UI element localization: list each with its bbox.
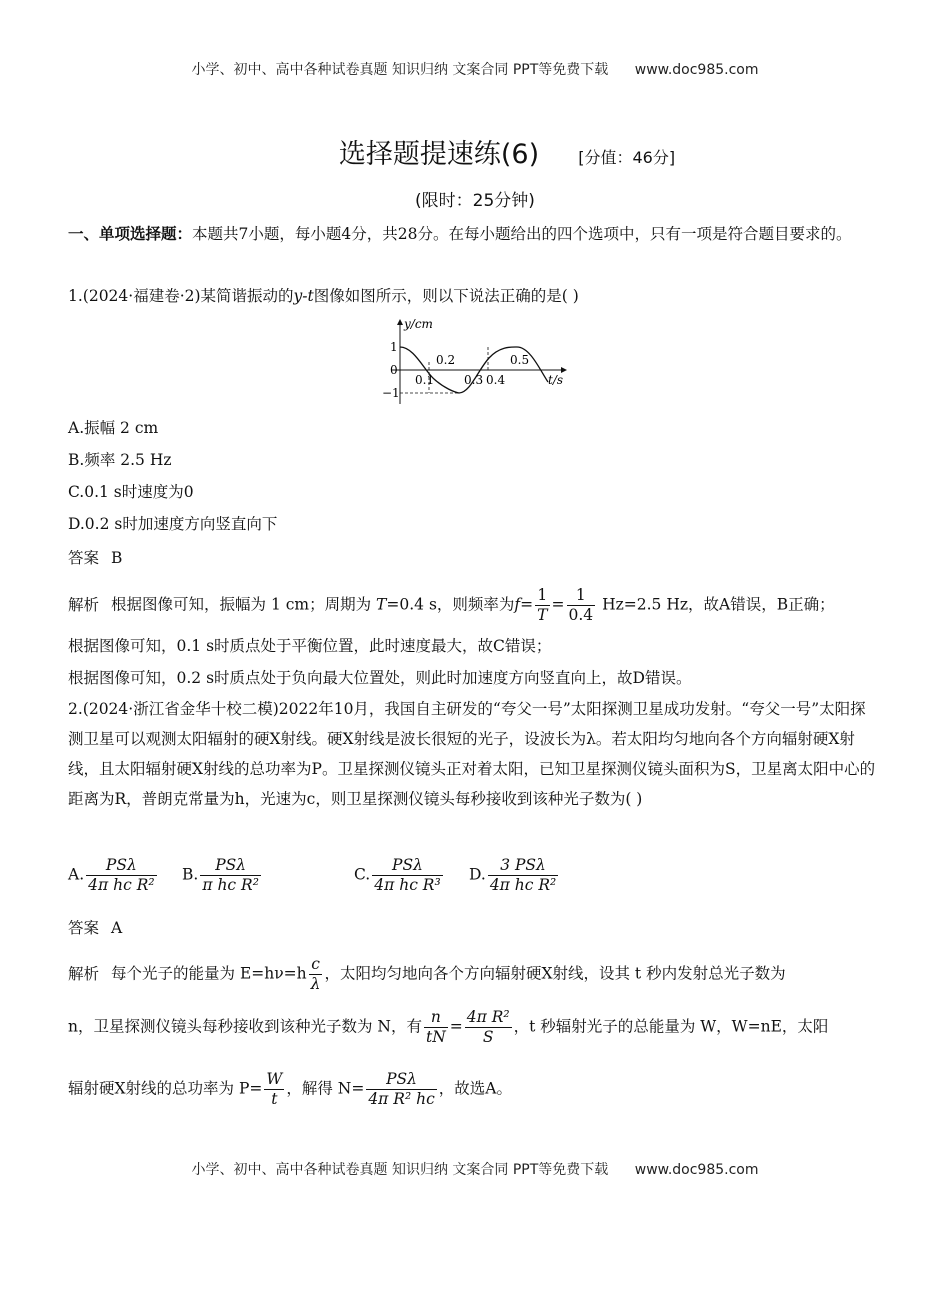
q2-an2-b: ，t 秒辐射光子的总能量为 W，W=nE，太阳	[513, 1017, 829, 1036]
q1-answer	[68, 544, 880, 573]
q1-stem-b: 图像如图所示，则以下说法正确的是( )	[313, 287, 579, 305]
q1-frac2-num: 1	[567, 586, 596, 606]
q2-opt-a-num: PSλ	[86, 856, 156, 876]
tick-t-0.4: 0.4	[486, 373, 506, 387]
q1-answer-label: 答案	[68, 549, 100, 567]
q1-option-c: C.0.1 s时速度为0	[68, 483, 194, 501]
q2-opt-c-label: C.	[354, 865, 371, 884]
y-axis-label: y/cm	[404, 317, 433, 331]
tick-t-0.1: 0.1	[415, 373, 435, 387]
q1-fraction-1-over-T	[535, 586, 549, 625]
footer-text: 小学、初中、高中各种试卷真题 知识归纳 文案合同 PPT等免费下载	[191, 1162, 609, 1178]
q2-an1-a: 每个光子的能量为 E=hν=h	[111, 964, 307, 983]
q1-stem-var: y-t	[293, 287, 314, 305]
tick-t-0.3: 0.3	[464, 373, 484, 387]
q2-answer-label: 答案	[68, 919, 100, 937]
q1-an1-T: T	[376, 595, 387, 614]
q2-option-a	[68, 856, 159, 895]
tick-y-1: 1	[390, 340, 398, 354]
tick-y-0: 0	[390, 363, 398, 377]
header-url[interactable]: www.doc985.com	[634, 62, 759, 78]
q2-an2-f2-num: 4π R²	[466, 1008, 510, 1026]
q1-stem-a: 1.(2024·福建卷·2)某简谐振动的	[68, 287, 294, 305]
q2-an1-frac-den: λ	[310, 975, 321, 993]
page-title	[0, 132, 950, 171]
q2-opt-d-den: 4π hc R²	[489, 876, 557, 894]
q1-stem	[68, 282, 880, 311]
q2-option-c	[354, 856, 445, 895]
t-axis-label: t/s	[548, 373, 564, 387]
header-text: 小学、初中、高中各种试卷真题 知识归纳 文案合同 PPT等免费下载	[191, 62, 609, 78]
q2-an2-a: n，卫星探测仪镜头每秒接收到该种光子数为 N，有	[68, 1017, 422, 1036]
q1-an1-f: f	[514, 595, 521, 614]
q2-opt-b-num: PSλ	[200, 856, 261, 876]
page-footer	[0, 1159, 950, 1179]
section-intro	[68, 220, 880, 249]
q2-opt-a-label: A.	[68, 865, 85, 884]
q1-an1-b: =0.4 s，则频率为	[386, 595, 515, 614]
time-limit: (限时：25分钟)	[415, 191, 535, 211]
q1-option-d: D.0.2 s时加速度方向竖直向下	[68, 515, 278, 533]
section-heading: 一、单项选择题：	[68, 225, 193, 243]
q2-option-b	[182, 856, 263, 895]
q1-analysis-label: 解析	[68, 595, 100, 614]
tick-t-0.5: 0.5	[510, 353, 530, 367]
q2-option-d	[469, 856, 560, 895]
q2-an3-c: ，故选A。	[438, 1079, 512, 1098]
q2-an2-f1-den: tN	[425, 1028, 446, 1046]
q2-analysis-line1	[68, 955, 880, 994]
q2-opt-c-num: PSλ	[372, 856, 442, 876]
q2-an3-f1-num: W	[266, 1070, 283, 1088]
q2-analysis-line2	[68, 1008, 880, 1047]
q2-opt-b-label: B.	[182, 865, 199, 884]
tick-y-m1: −1	[382, 386, 400, 400]
q1-analysis-line1: 解析 根据图像可知，振幅为 1 cm；周期为 T=0.4 s，则频率为f= $\frac{1}{T}$ = $\frac{1}{0.4}$ Hz=2.5 Hz，故A错误，B正确；	[68, 586, 835, 624]
q2-an1-frac-num: c	[309, 955, 323, 975]
page-header	[0, 59, 950, 79]
q1-an1-a: 根据图像可知，振幅为 1 cm；周期为	[111, 595, 377, 614]
q1-frac2-den: 0.4	[568, 606, 594, 624]
footer-url[interactable]: www.doc985.com	[634, 1162, 759, 1178]
q2-analysis-line3	[68, 1070, 880, 1109]
q2-an1-b: ，太阳均匀地向各个方向辐射硬X射线，设其 t 秒内发射总光子数为	[324, 964, 786, 983]
title-main: 选择题提速练(6)	[338, 139, 540, 170]
q1-answer-value: B	[111, 549, 123, 567]
q2-opt-b-den: π hc R²	[202, 876, 259, 894]
q1-frac-den: T	[537, 606, 548, 624]
q1-option-b: B.频率 2.5 Hz	[68, 451, 172, 469]
q2-an3-b: ，解得 N=	[286, 1079, 365, 1098]
q1-fraction-1-over-0.4	[567, 586, 596, 625]
q2-stem: 2.(2024·浙江省金华十校二模)2022年10月，我国自主研发的“夸父一号”太阳探测卫星成功发射。“夸父一号”太阳探测卫星可以观测太阳辐射的硬X射线。硬X射线是波长很短的光子，设波长为λ。若太阳均匀地向各个方向辐射硬X射线，且太阳辐射硬X射线的总功率为P。卫星探测仪镜头正对着太阳，已知卫星探测仪镜头面积为S，卫星离太阳中心的距离为R，普朗克常量为h，光速为c，则卫星探测仪镜头每秒接收到该种光子数为( )	[68, 700, 876, 808]
q1-frac-num: 1	[535, 586, 549, 606]
q2-opt-c-den: 4π hc R³	[374, 876, 441, 894]
q2-an2-f2-den: S	[482, 1028, 494, 1046]
q2-answer	[68, 914, 880, 943]
q2-an2-f1-num: n	[424, 1008, 448, 1028]
q2-an3-a: 辐射硬X射线的总功率为 P=	[68, 1079, 263, 1098]
title-score: [分值：46分]	[578, 148, 676, 167]
q2-an3-f1-den: t	[271, 1090, 278, 1108]
q2-an3-f2-num: PSλ	[366, 1070, 436, 1090]
q1-option-a: A.振幅 2 cm	[68, 419, 159, 437]
tick-t-0.2: 0.2	[436, 353, 456, 367]
q2-opt-a-den: 4π hc R²	[88, 876, 155, 894]
q2-opt-d-label: D.	[469, 865, 486, 884]
q1-analysis-line3: 根据图像可知，0.2 s时质点处于负向最大位置处，则此时加速度方向竖直向上，故D错误。	[68, 669, 692, 687]
q2-opt-d-num: 3 PSλ	[488, 856, 558, 876]
q1-an1-c: Hz=2.5 Hz，故A错误，B正确；	[597, 595, 835, 614]
q1-graph	[380, 314, 580, 410]
q2-an2-eq: =	[449, 1017, 463, 1036]
q2-answer-value: A	[111, 919, 123, 937]
q2-analysis-label: 解析	[68, 964, 100, 983]
q1-an1-eq: =	[520, 595, 534, 614]
q1-analysis-line2: 根据图像可知，0.1 s时质点处于平衡位置，此时速度最大，故C错误；	[68, 637, 552, 655]
section-desc: 本题共7小题，每小题4分，共28分。在每小题给出的四个选项中，只有一项是符合题目要求的。	[192, 225, 852, 243]
q2-an3-f2-den: 4π R² hc	[368, 1090, 435, 1108]
